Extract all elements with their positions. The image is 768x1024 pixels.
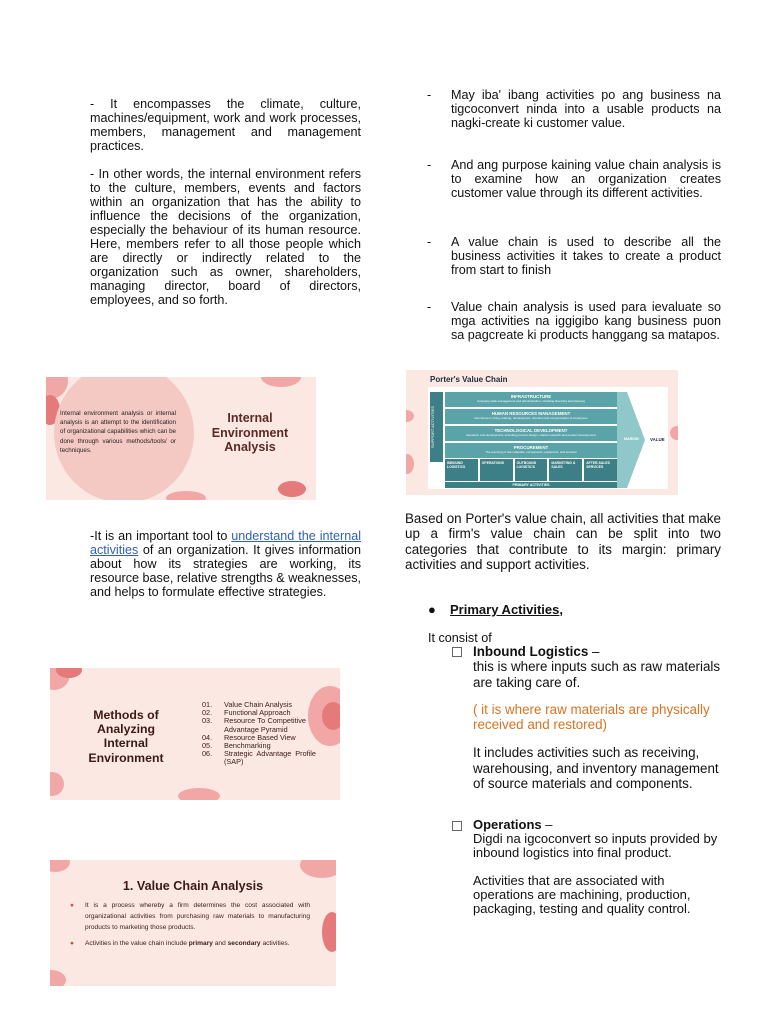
decor-blob (178, 788, 220, 800)
operations-section (452, 818, 722, 916)
item-number: 03. (202, 716, 213, 726)
paragraph-important-tool (90, 529, 361, 599)
decor-blob (278, 481, 306, 497)
support-label: SUPPORT ACTIVITIES (430, 392, 443, 462)
slide1-title-line: Analysis (224, 440, 276, 454)
paragraph-climate: - It encompasses the climate, culture, machines/equipment, work and work processes, members, management and management practices. (90, 97, 361, 153)
slide3-bullet: ● Activities in the value chain include primary and secondary activities. (70, 940, 290, 947)
support-row (445, 443, 617, 458)
support-row (445, 409, 617, 424)
support-row (445, 426, 617, 441)
bullet-icon: ● (428, 602, 436, 617)
item-text: Strategic Advantage Profile (SAP) (224, 749, 316, 767)
internal-environment-slide (46, 377, 316, 500)
slide3-title: 1. Value Chain Analysis (122, 879, 264, 893)
dash-item: - Value chain analysis is used para ievaluate so mga activities na iggigibo kang business puon sa pagcreate ki products hanggang sa matapos. (427, 300, 721, 342)
primary-activities-heading: Primary Activities (450, 602, 560, 617)
decor-blob (50, 860, 70, 872)
item-text: Resource Based View (224, 732, 296, 742)
dash-item-text: A value chain is used to describe all the business activities it takes to create a product from start to finish (451, 235, 721, 277)
decor-blob (50, 970, 66, 986)
slide1-title (194, 411, 306, 455)
operations-heading (473, 818, 722, 832)
primary-cell: OUTBOUND LOGISTICS (515, 459, 548, 481)
slide2-title-line: Internal (103, 736, 149, 751)
row-desc: Research and development, including process design, market research and product development (466, 433, 596, 437)
bullet-bold: secondary (227, 940, 261, 947)
decor-blob (50, 772, 64, 796)
operations-more: Activities that are associated with operations are machining, production, packaging, testing and quality control. (473, 872, 691, 917)
porter-chart-area (428, 387, 668, 489)
item-number: 05. (202, 741, 213, 751)
inbound-dash: – (588, 644, 600, 659)
row-desc: Recruitment, hiring, training, development, retention and compensation of employees (474, 416, 588, 420)
operations-dash: – (541, 817, 553, 832)
dash-item: - A value chain is used to describe all the business activities it takes to create a product from start to finish (427, 235, 721, 277)
decor-blob (406, 454, 414, 474)
row-desc: Company-wide management and administration, including financing and planning (476, 399, 586, 403)
decor-blob (261, 377, 301, 387)
bullet-text: Activities in the value chain include (85, 940, 189, 947)
item-number: 02. (202, 708, 213, 718)
value-label: VALUE (650, 437, 665, 442)
support-rows (445, 392, 617, 458)
para3-suffix: of an organization. It gives information about how its strategies are working, its resource base, relative strengths & weaknesses, and helps to formulate effective strategies. (90, 543, 361, 599)
inbound-title: Inbound Logistics (473, 644, 589, 659)
decor-blob (670, 426, 678, 440)
methods-list-item (202, 750, 316, 766)
margin-label: MARGIN (624, 437, 639, 441)
checkbox-icon (452, 647, 462, 657)
primary-activities-bullet (428, 602, 563, 617)
slide2-title-line: Methods of (93, 708, 159, 722)
para3-prefix: -It is an important tool to (90, 529, 232, 543)
primary-cell: OPERATIONS (480, 459, 513, 481)
primary-cell: AFTER-SALES SERVICES (584, 459, 617, 481)
dash-item-text: May iba' ibang activities po ang business na tigcoconvert ninda into a usable products na nagki-create ki customer value. (451, 88, 721, 130)
operations-text: Digdi na igcoconvert so inputs provided by inbound logistics into final product. (473, 831, 718, 861)
dash-item-text: And ang purpose kaining value chain analysis is to examine how an organization creates customer value through its different activities. (451, 158, 721, 200)
porter-title: Porter's Value Chain (430, 375, 508, 384)
inbound-heading (473, 644, 722, 659)
row-desc: The sourcing of raw materials, components, equipment, and services (485, 450, 577, 454)
paragraph-in-other-words: - In other words, the internal environment refers to the culture, members, events and factors within an organization that has the ability to influence the decisions of the organization, especially the behaviour of its human resource. Here, members refer to all those people which are directly or indirectly related to the organization such as owner, shareholders, managing director, board of directors, employees, and so forth. (90, 167, 361, 307)
row-name: HUMAN RESOURCES MANAGEMENT (491, 411, 571, 416)
bullet-bold: primary (188, 940, 213, 947)
bullet-text: activities. (260, 940, 290, 947)
row-name: TECHNOLOGICAL DEVELOPMENT (494, 428, 568, 433)
inbound-section (452, 644, 722, 791)
value-chain-slide (50, 860, 336, 986)
slide2-title (68, 708, 184, 765)
primary-cell: MARKETING & SALES (549, 459, 582, 481)
porter-diagram (406, 370, 678, 495)
decor-blob (300, 860, 336, 878)
inbound-text: this is where inputs such as raw materials are taking care of. (473, 659, 721, 690)
checkbox-icon (452, 821, 462, 831)
primary-label: PRIMARY ACTIVITIES (445, 482, 617, 488)
decor-blob (166, 491, 206, 500)
decor-blob (322, 912, 336, 952)
primary-cell: INBOUND LOGISTICS (445, 459, 478, 481)
item-number: 01. (202, 700, 213, 709)
item-number: 04. (202, 732, 213, 742)
row-name: PROCUREMENT (513, 445, 549, 450)
slide3-bullet: ● It is a process whereby a firm determines the cost associated with organizational activities from purchasing raw materials to manufacturing products to marketing those products. (70, 902, 310, 931)
slide2-title-line: Analyzing (96, 722, 156, 737)
item-text: Benchmarking (224, 741, 271, 751)
consist-text: It consist of (428, 631, 492, 645)
slide1-title-line: Environment (211, 425, 289, 440)
bullet-text: and (212, 940, 228, 947)
methods-list-item (202, 717, 306, 733)
dash-item: - And ang purpose kaining value chain analysis is to examine how an organization creates customer value through its different activities. (427, 158, 721, 200)
understand-link[interactable]: understand the internal activities (90, 529, 362, 557)
heading-comma: , (559, 602, 563, 617)
item-text: Resource To Competitive Advantage Pyramid (224, 716, 306, 734)
item-text: Value Chain Analysis (224, 700, 293, 709)
item-text: Functional Approach (224, 708, 291, 718)
operations-content (473, 818, 722, 916)
slide1-title-line: Internal (227, 411, 273, 425)
porter-intro: Based on Porter's value chain, all activities that make up a firm's value chain can be split into two categories that contribute to its margin: primary activities and support activities. (405, 511, 721, 572)
inbound-includes: It includes activities such as receiving, warehousing, and inventory management of source materials and components. (473, 745, 719, 792)
dash-item: - May iba' ibang activities po ang business na tigcoconvert ninda into a usable products na nagki-create ki customer value. (427, 88, 721, 130)
inbound-note: ( it is where raw materials are physically received and restored) (473, 701, 710, 733)
item-number: 06. (202, 749, 213, 759)
primary-row (445, 459, 617, 481)
slide3-bullets (70, 900, 310, 949)
slide1-body: Internal environment analysis or internal analysis is an attempt to the identification of organizational capabilities which can be done through various methods/tools/ or techniques. (60, 410, 176, 454)
row-name: INFRASTRUCTURE (510, 394, 552, 399)
inbound-content (473, 644, 722, 791)
methods-list (202, 701, 327, 767)
support-row (445, 392, 617, 407)
methods-slide (50, 668, 340, 800)
dash-item-text: Value chain analysis is used para ievaluate so mga activities na iggigibo kang business puon sa pagcreate ki products hanggang sa matapos. (451, 300, 721, 342)
bullet-text: It is a process whereby a firm determines the cost associated with organizational activities from purchasing raw materials to manufacturing products to marketing those products. (85, 902, 310, 931)
operations-title: Operations (473, 817, 542, 832)
decor-blob (406, 410, 414, 422)
slide2-title-line: Environment (88, 750, 164, 765)
